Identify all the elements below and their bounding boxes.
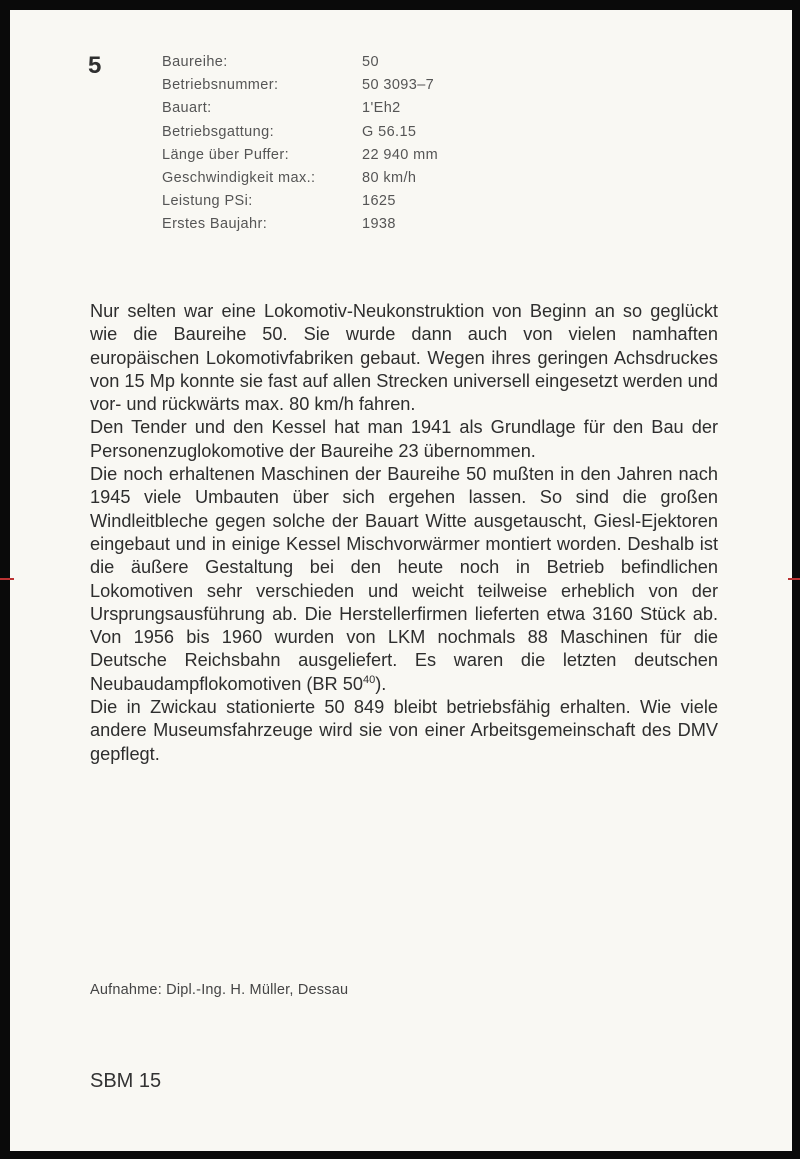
right-edge-mark (788, 578, 800, 580)
spec-value: 1625 (362, 193, 396, 210)
spec-key: Leistung PSi: (162, 193, 253, 210)
series-code: SBM 15 (90, 1070, 162, 1092)
spec-value: 50 (362, 54, 379, 70)
spec-row (162, 144, 438, 167)
spec-row (162, 51, 438, 74)
spec-row (162, 121, 438, 144)
paragraph: Nur selten war eine Lokomotiv-Neukonstruktion von Beginn an so geglückt wie die Baureihe 50. Sie wurde dann auch von vielen namhaften europäischen Lokomotivfabriken gebaut. Wegen ihres geringen Achsdruckes von 15 Mp konnte sie fast auf allen Strecken universell eingesetzt werden und vor- und rückwärts max. 80 km/h fahren. (90, 301, 718, 415)
spec-value: 22 940 mm (362, 146, 439, 163)
postcard-back (10, 10, 792, 1151)
spec-value: 1938 (362, 216, 396, 233)
spec-key: Baureihe: (162, 54, 228, 70)
description-text (90, 300, 718, 766)
spec-value: 50 3093–7 (362, 77, 435, 94)
spec-key: Betriebsnummer: (162, 77, 279, 94)
paragraph (90, 463, 718, 696)
spec-value: G 56.15 (362, 123, 417, 140)
paragraph: Die in Zwickau stationierte 50 849 bleibt betriebsfähig erhalten. Wie viele andere Museumsfahrzeuge wird sie von einer Arbeitsgemeinschaft des DMV gepflegt. (90, 697, 718, 764)
spec-table (162, 51, 438, 237)
spec-value: 1'Eh2 (362, 100, 401, 117)
spec-value: 80 km/h (362, 169, 417, 186)
card-number: 5 (88, 52, 102, 79)
paragraph-text: Die noch erhaltenen Maschinen der Baureihe 50 mußten in den Jahren nach 1945 viele Umbauten über sich ergehen lassen. So sind die großen Windleitbleche gegen solche der Bauart Witte ausgetauscht, Giesl-Ejektoren eingebaut und in einige Kessel Mischvorwärmer montiert worden. Deshalb ist die äußere Gestaltung bei den heute noch in Betrieb befindlichen Lokomotiven sehr verschieden und weicht teilweise erheblich von der Ursprungsausführung ab. Die Herstellerfirmen lieferten etwa 3160 Stück ab. Von 1956 bis 1960 wurden von LKM nochmals 88 Maschinen für die Deutsche Reichsbahn ausgeliefert. Es waren die letzten deutschen Neubaudampflokomotiven (BR 50 (90, 464, 718, 694)
superscript: 40 (362, 673, 376, 686)
spec-key: Länge über Puffer: (162, 146, 290, 163)
spec-row (162, 97, 438, 120)
spec-key: Geschwindigkeit max.: (162, 169, 316, 186)
photo-credit: Aufnahme: Dipl.-Ing. H. Müller, Dessau (90, 982, 349, 998)
paragraph-end: ). (375, 673, 387, 694)
spec-row (162, 213, 438, 236)
paragraph: Den Tender und den Kessel hat man 1941 als Grundlage für den Bau der Personenzuglokomotive der Baureihe 23 übernommen. (90, 417, 718, 461)
spec-row (162, 74, 438, 97)
spec-key: Erstes Baujahr: (162, 216, 268, 233)
spec-key: Bauart: (162, 100, 212, 117)
left-edge-mark (0, 578, 14, 580)
spec-key: Betriebsgattung: (162, 123, 274, 140)
spec-row (162, 190, 438, 213)
spec-row (162, 167, 438, 190)
